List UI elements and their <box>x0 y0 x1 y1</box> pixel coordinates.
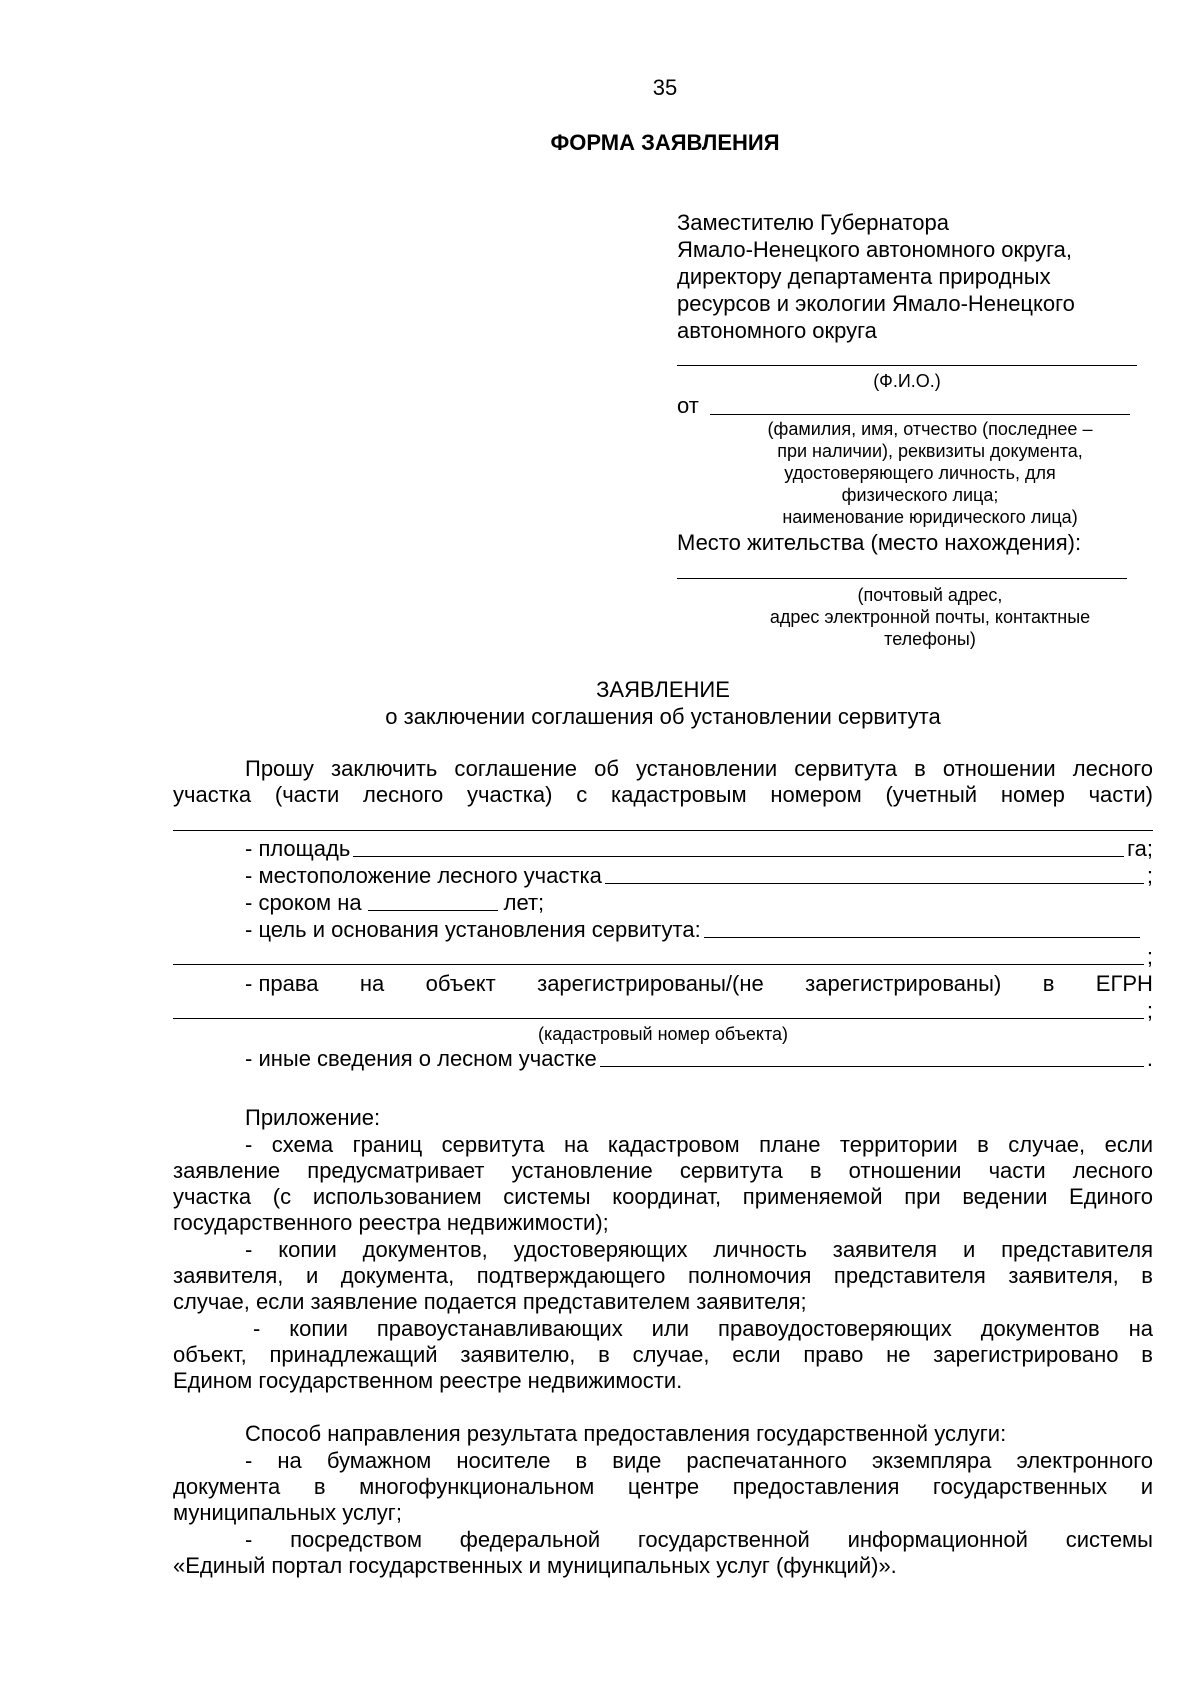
fio-blank-line <box>677 365 1137 366</box>
rights-continuation <box>173 998 1153 1024</box>
addressee-line: автономного округа <box>677 318 877 343</box>
area-field <box>245 836 1153 862</box>
form-title: ФОРМА ЗАЯВЛЕНИЯ <box>550 130 780 155</box>
area-label: - площадь <box>245 836 351 861</box>
residence-caption-line: (почтовый адрес, <box>857 585 1003 605</box>
residence-label: Место жительства (место нахождения): <box>677 530 1082 555</box>
from-caption-line: наименование юридического лица) <box>782 507 1078 527</box>
request-line: Прошу заключить соглашение об установлении сервитута в отношении лесного <box>245 756 1153 781</box>
rights-word: ЕГРН <box>1095 971 1153 996</box>
delivery-line: - посредством федеральной государственной информационной системы <box>245 1527 1153 1552</box>
delivery-line: «Единый портал государственных и муниципальных услуг (функций)». <box>173 1553 897 1578</box>
purpose-end: ; <box>1146 944 1153 969</box>
cadastral-blank-line <box>173 830 1153 831</box>
cadastral-object-blank <box>173 998 1144 1019</box>
area-unit: га; <box>1127 836 1153 861</box>
delivery-line: муниципальных услуг; <box>173 1500 402 1525</box>
purpose-continuation <box>173 944 1153 970</box>
rights-end: ; <box>1146 998 1153 1023</box>
from-caption-line: при наличии), реквизиты документа, <box>777 441 1083 461</box>
delivery-line: - на бумажном носителе в виде распечатанного экземпляра электронного <box>245 1448 1153 1473</box>
delivery-item-2 <box>173 1527 1153 1579</box>
attachment-line: участка (с использованием системы координат, применяемой при ведении Единого <box>173 1184 1153 1209</box>
residence-blank-line <box>677 578 1127 579</box>
residence-caption-line: адрес электронной почты, контактные <box>769 607 1091 627</box>
attachment-line: государственного реестра недвижимости); <box>173 1210 609 1235</box>
other-label: - иные сведения о лесном участке <box>245 1046 597 1071</box>
rights-word: в <box>1042 971 1055 996</box>
request-paragraph <box>173 756 1153 808</box>
purpose-field <box>245 917 1143 943</box>
from-label: от <box>677 393 699 418</box>
attachment-title: Приложение: <box>245 1105 381 1130</box>
attachment-line: - копии правоустанавливающих или правоудостоверяющих документов на <box>253 1316 1153 1341</box>
page-number: 35 <box>652 75 678 100</box>
attachment-item-3 <box>173 1316 1153 1394</box>
rights-line <box>245 971 1153 997</box>
other-blank <box>600 1046 1144 1067</box>
rights-word: на <box>359 971 385 996</box>
attachment-line: заявление предусматривает установление сервитута в отношении части лесного <box>173 1158 1153 1183</box>
from-blank-line <box>710 414 1130 415</box>
purpose-blank-2 <box>173 944 1144 965</box>
from-caption-line: удостоверяющего личность, для <box>784 463 1056 483</box>
addressee-line: Ямало-Ненецкого автономного округа, <box>677 237 1073 262</box>
fio-caption: (Ф.И.О.) <box>873 371 941 391</box>
attachment-line: объект, принадлежащий заявителю, в случае, если право не зарегистрировано в <box>173 1342 1153 1367</box>
addressee-line: ресурсов и экологии Ямало-Ненецкого <box>677 291 1075 316</box>
delivery-title: Способ направления результата предоставления государственной услуги: <box>245 1421 1007 1446</box>
rights-word: зарегистрированы/(не <box>537 971 764 996</box>
rights-word: - права <box>245 971 319 996</box>
location-blank <box>605 863 1144 884</box>
attachment-line: заявителя, и документа, подтверждающего полномочия представителя заявителя, в <box>173 1263 1153 1288</box>
addressee-line: Заместителю Губернатора <box>677 210 949 235</box>
attachment-item-1 <box>173 1132 1153 1236</box>
other-field <box>245 1046 1153 1072</box>
area-blank <box>353 836 1124 857</box>
from-caption-line: (фамилия, имя, отчество (последнее – <box>767 419 1093 439</box>
request-line: участка (части лесного участка) с кадастровым номером (учетный номер части) <box>173 782 1153 807</box>
purpose-blank <box>704 917 1140 938</box>
other-end: . <box>1146 1046 1153 1071</box>
delivery-item-1 <box>173 1448 1153 1526</box>
attachment-line: Едином государственном реестре недвижимости. <box>173 1368 683 1393</box>
location-end: ; <box>1146 863 1153 888</box>
residence-caption-line: телефоны) <box>884 629 976 649</box>
application-subtitle: о заключении соглашения об установлении сервитута <box>385 704 941 729</box>
term-unit: лет; <box>503 890 545 915</box>
attachment-line: случае, если заявление подается представителем заявителя; <box>173 1289 807 1314</box>
term-field <box>245 890 585 916</box>
location-field <box>245 863 1153 889</box>
attachment-line: - копии документов, удостоверяющих личность заявителя и представителя <box>245 1237 1153 1262</box>
cadastral-caption: (кадастровый номер объекта) <box>537 1024 789 1044</box>
attachment-item-2 <box>173 1237 1153 1315</box>
term-blank <box>368 890 498 911</box>
term-label: - сроком на <box>245 890 362 915</box>
rights-word: зарегистрированы) <box>805 971 1002 996</box>
delivery-line: документа в многофункциональном центре предоставления государственных и <box>173 1474 1153 1499</box>
attachment-line: - схема границ сервитута на кадастровом плане территории в случае, если <box>245 1132 1153 1157</box>
rights-word: объект <box>425 971 496 996</box>
purpose-label: - цель и основания установления сервитута: <box>245 917 701 942</box>
from-caption-line: физического лица; <box>841 485 999 505</box>
location-label: - местоположение лесного участка <box>245 863 602 888</box>
addressee-line: директору департамента природных <box>677 264 1051 289</box>
application-title: ЗАЯВЛЕНИЕ <box>596 677 730 702</box>
